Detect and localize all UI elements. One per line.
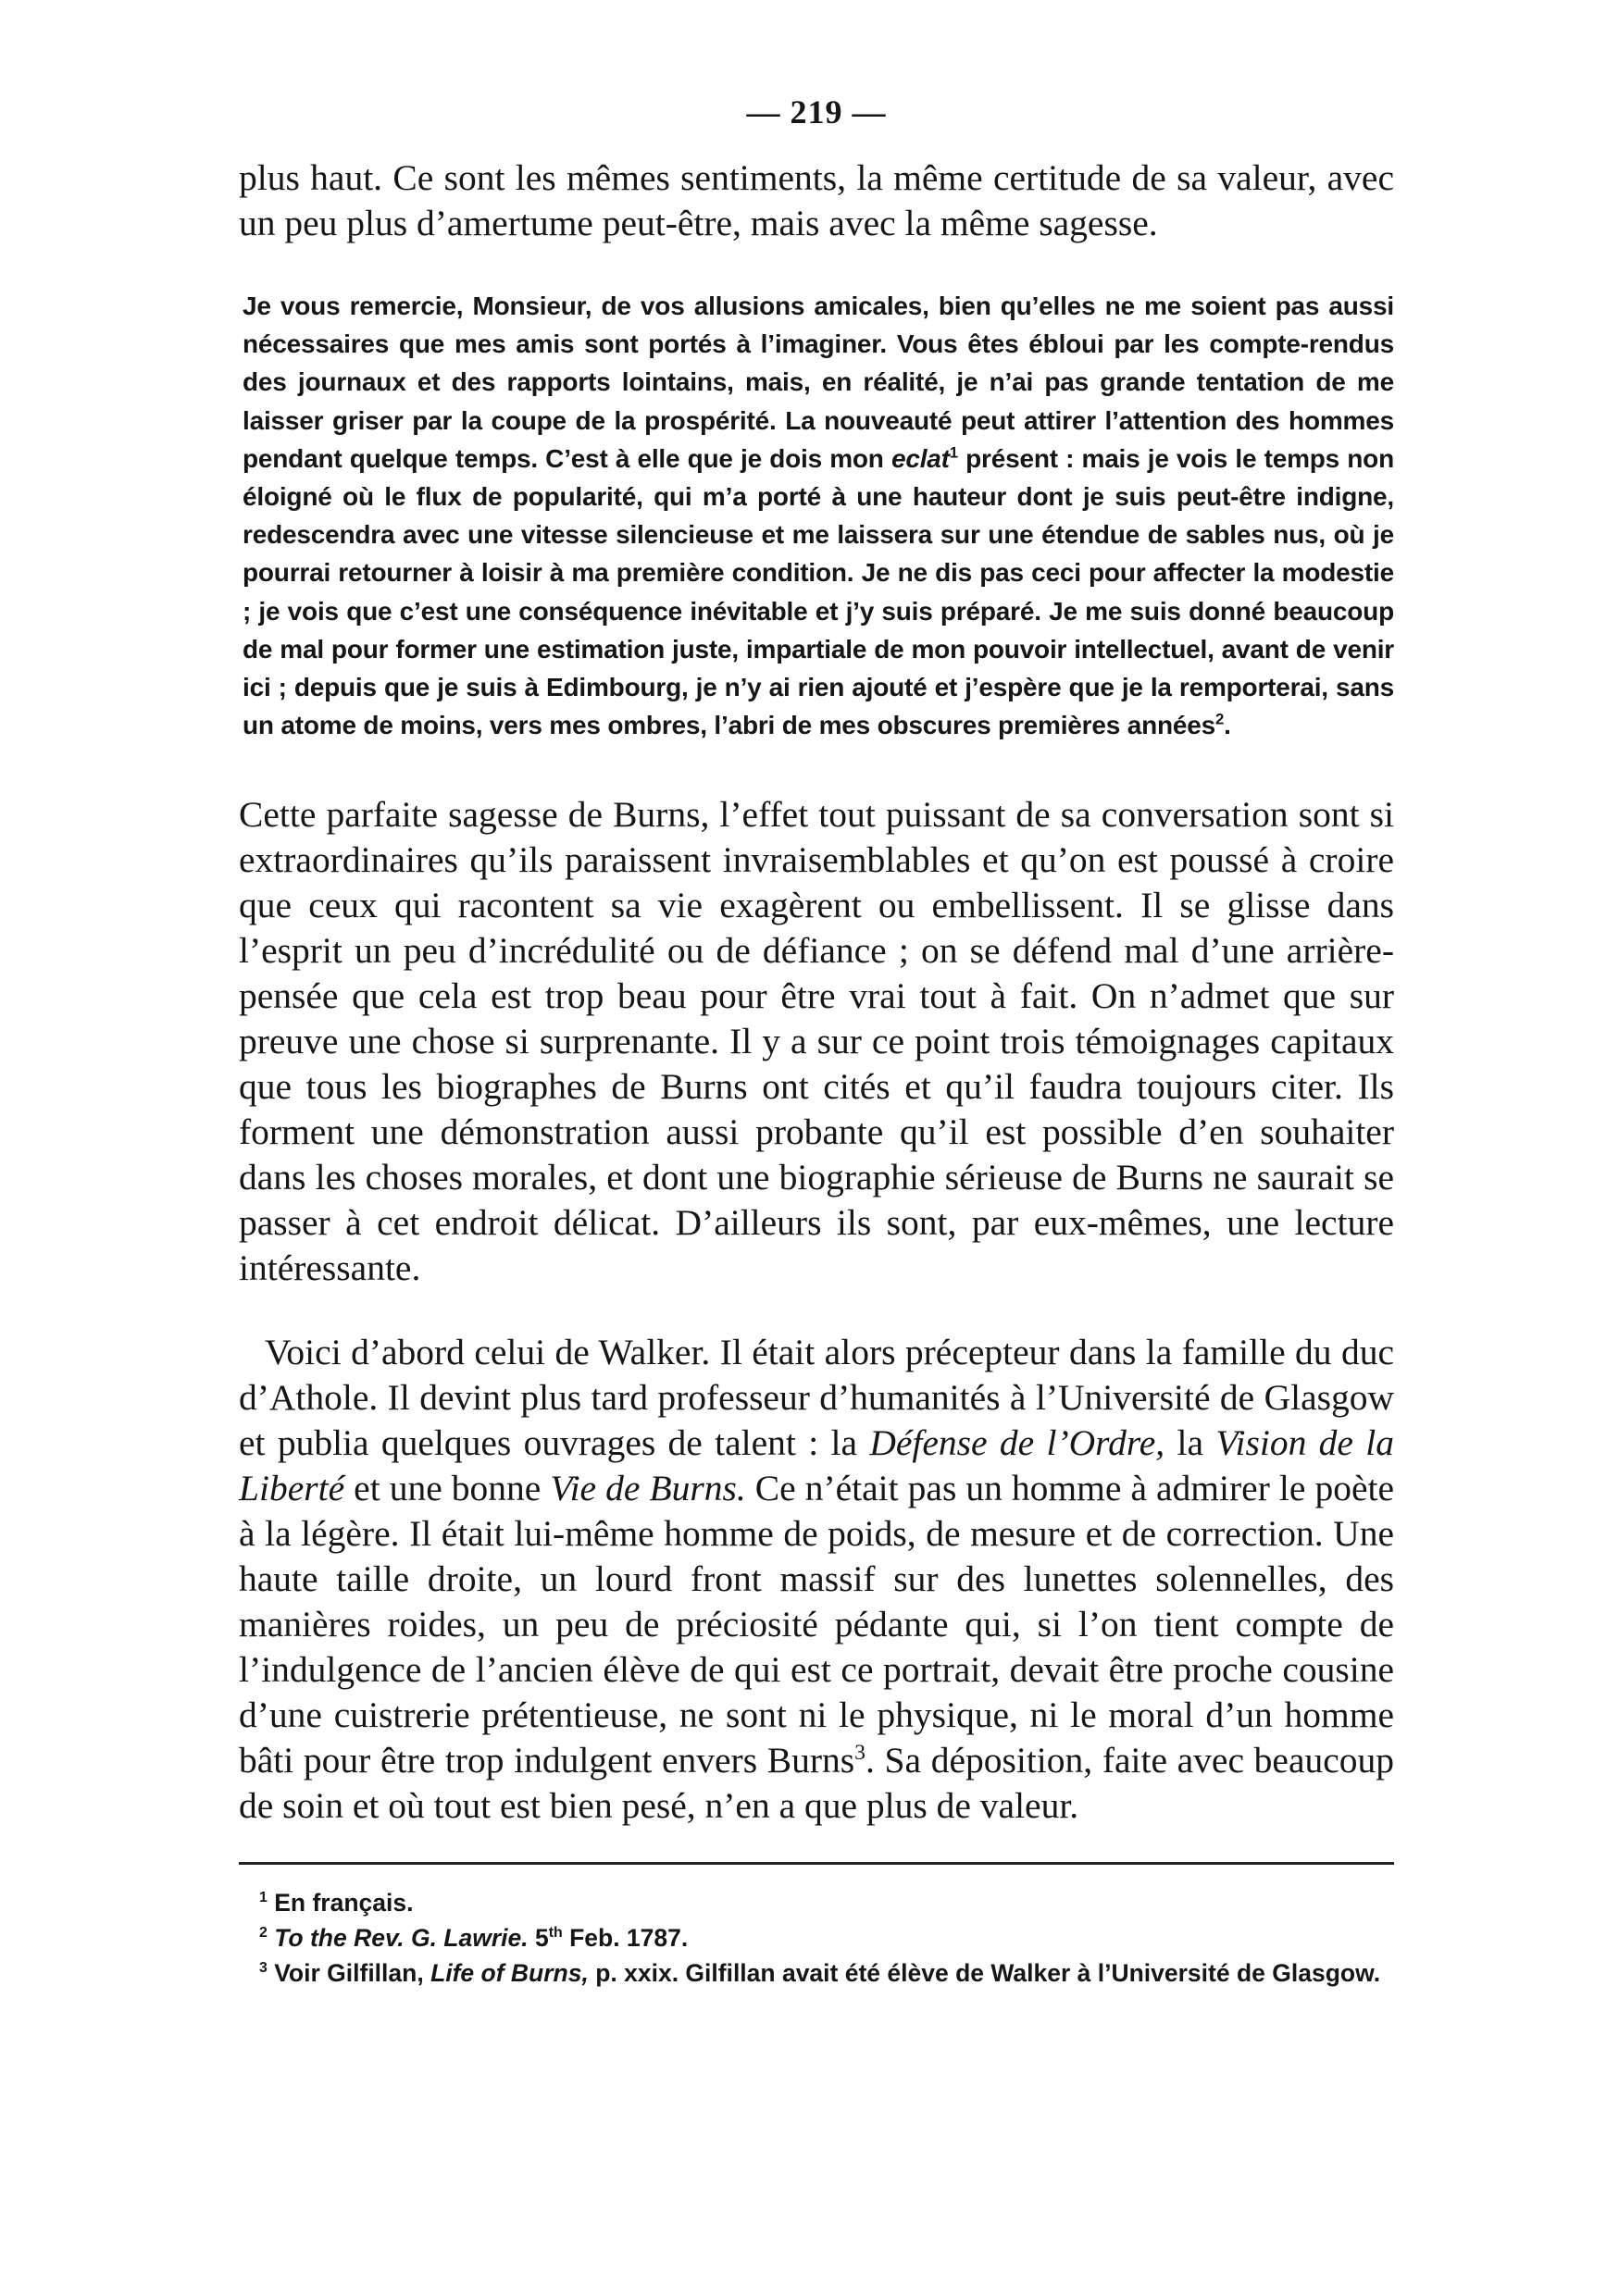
paragraph-walker <box>239 1330 1394 1829</box>
footnote-text-end: p. xxix. Gilfillan avait été élève de Walker à l’Université de Glasgow. <box>588 1959 1381 1988</box>
footnote-divider <box>239 1862 1394 1865</box>
footnote-number: 1 <box>259 1890 268 1906</box>
paragraph-intro: plus haut. Ce sont les mêmes sentiments, la même certitude de sa valeur, avec un peu plus d’amertume peut-être, mais avec la même sagesse. <box>239 157 1394 243</box>
quote-italic-eclat: eclat <box>890 443 950 473</box>
footnote-number: 2 <box>259 1925 268 1942</box>
footnote-superscript: th <box>548 1925 563 1942</box>
footnote-text: Voir Gilfillan, <box>274 1959 431 1988</box>
title-vie-burns: Vie de Burns. <box>550 1468 746 1509</box>
footnote-number: 3 <box>259 1960 268 1977</box>
walker-text-mid-1: la <box>1164 1422 1216 1464</box>
footnote-text: En français. <box>274 1889 414 1917</box>
footnote-1 <box>259 1885 1394 1920</box>
walker-text-2: Ce n’était pas un homme à admirer le poète à la légère. Il était lui-même homme de poids, de mesure et de correction. Une haute taille droite, un lourd front massif sur des lunettes solennelles, des manières roides, un peu de préciosité pédante qui, si l’on tient compte de l’indulgence de l’ancien élève de qui est ce portrait, devait être proche cousine d’une cuistrerie prétentieuse, ne sont ni le physique, ni le moral d’un homme bâti pour être trop indulgent envers Burns <box>239 1468 1394 1781</box>
footnote-text-end: Feb. 1787. <box>562 1924 689 1953</box>
footnote-2 <box>259 1920 1394 1955</box>
title-vision-liberte: Vision de la Liberté <box>239 1422 1394 1509</box>
footnote-ref-1[interactable]: 1 <box>949 443 958 462</box>
quote-text-2: présent : mais je vois le temps non éloigné où le flux de popularité, qui m’a porté à une hauteur dont je suis peut-être indigne, redescendra avec une vitesse silencieuse et me laissera sur une étendue de sables nus, où je pourrai retourner à loisir à ma première condition. Je ne dis pas ceci pour affecter la modestie ; je vois que c’est une conséquence inévitable et j’y suis préparé. Je me suis donné beaucoup de mal pour former une estimation juste, impartiale de mon pouvoir intellectuel, avant de venir ici ; depuis que je suis à Edimbourg, je n’y ai rien ajouté et j’espère que je la remporterai, sans un atome de moins, vers mes ombres, l’abri de mes obscures premières années <box>243 443 1394 740</box>
page <box>239 93 1394 1991</box>
walker-text-1: Voici d’abord celui de Walker. Il était alors précepteur dans la famille du duc d’Athole. Il devint plus tard professeur d’humanités à l’Université de Glasgow et publia quelques ouvrages de talent : la <box>239 1332 1394 1464</box>
paragraph-sagesse: Cette parfaite sagesse de Burns, l’effet tout puissant de sa conversation sont si extraordinaires qu’ils paraissent invraisemblables et qu’on est poussé à croire que ceux qui racontent sa vie exagèrent ou embellissent. Il se glisse dans l’esprit un peu d’incrédulité ou de défiance ; on se défend mal d’une arrière-pensée que cela est trop beau pour être vrai tout à fait. On n’admet que sur preuve une chose si surprenante. Il y a sur ce point trois témoignages capitaux que tous les biographes de Burns ont cités et qu’il faudra toujours citer. Ils forment une démonstration aussi probante qu’il est possible d’en souhaiter dans les choses morales, et dont une biographie sérieuse de Burns ne saurait se passer à cet endroit délicat. D’ailleurs ils sont, par eux-mêmes, une lecture intéressante. <box>239 794 1394 1289</box>
title-defense-ordre: Défense de l’Ordre, <box>869 1422 1165 1464</box>
footnote-italic: To the Rev. G. Lawrie. <box>274 1924 529 1953</box>
quote-text-1: Je vous remercie, Monsieur, de vos allusions amicales, bien qu’elles ne me soient pas aussi nécessaires que mes amis sont portés à l’imaginer. Vous êtes ébloui par les compte-rendus des journaux et des rapports lointains, mais, en réalité, je n’ai pas grande tentation de me laisser griser par la coupe de la prospérité. La nouveauté peut attirer l’attention des hommes pendant quelque temps. C’est à elle que je dois mon <box>243 292 1394 473</box>
walker-text-3: . Sa déposition, faite avec beaucoup de soin et où tout est bien pesé, n’en a que plus de valeur. <box>239 1740 1395 1827</box>
footnote-ref-3[interactable]: 3 <box>854 1741 866 1766</box>
quote-end: . <box>1224 711 1231 740</box>
footnote-text: 5 <box>528 1924 549 1953</box>
walker-text-mid-2: et une bonne <box>344 1468 551 1509</box>
footnotes <box>239 1885 1394 1991</box>
footnote-ref-2[interactable]: 2 <box>1215 710 1225 728</box>
footnote-3 <box>259 1955 1394 1991</box>
footnote-italic: Life of Burns, <box>430 1959 589 1988</box>
page-number: — 219 — <box>746 93 887 130</box>
burns-letter-quote <box>239 287 1394 744</box>
